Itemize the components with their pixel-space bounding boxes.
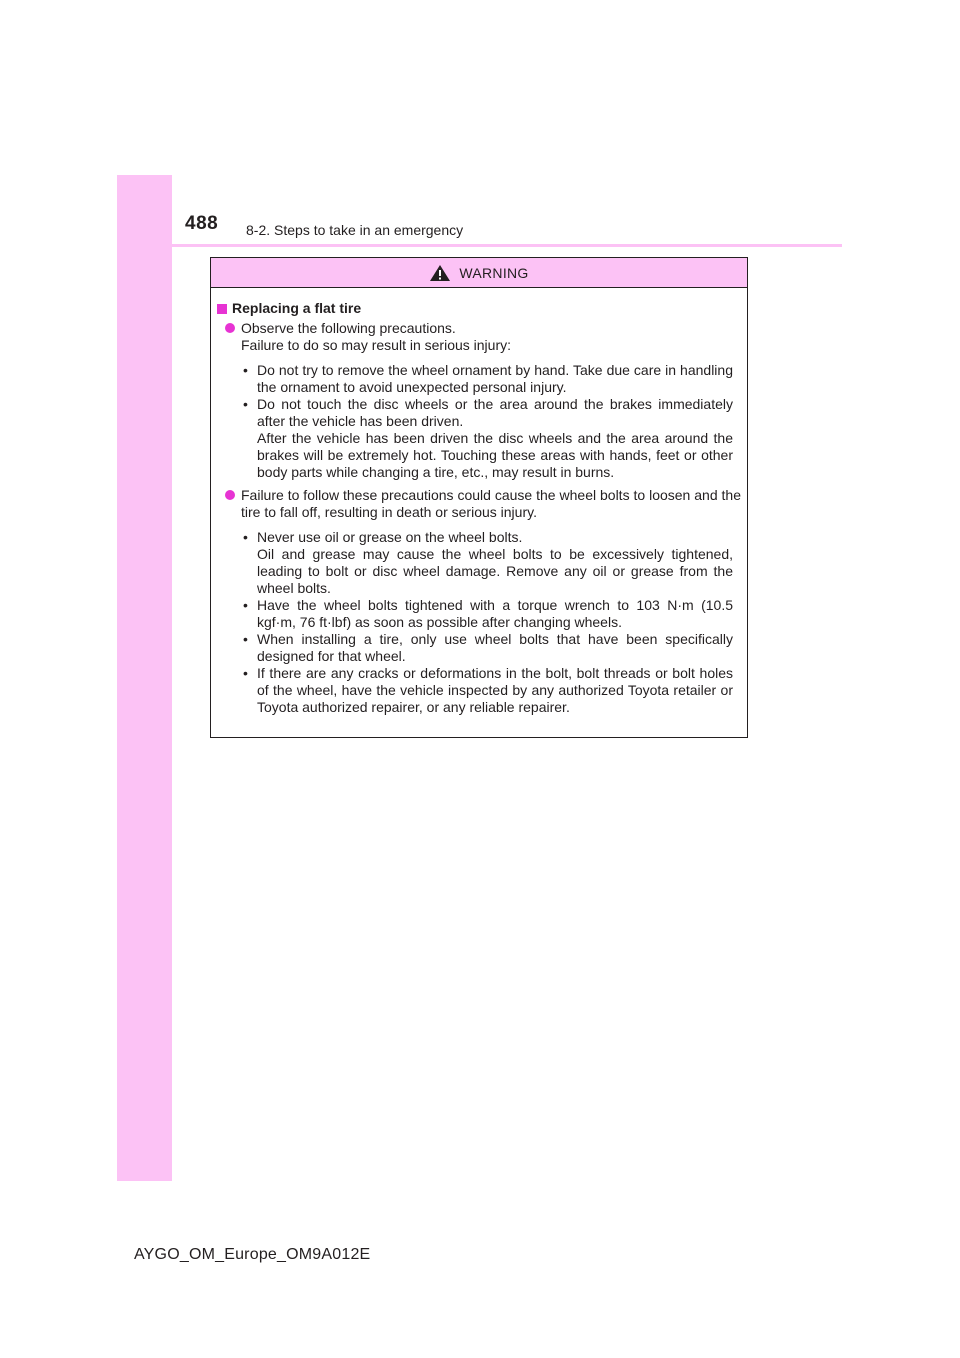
bullet-item — [243, 597, 733, 631]
bullet-item — [243, 631, 733, 665]
point-text — [241, 320, 741, 354]
side-color-band — [117, 175, 172, 1181]
circle-bullet-icon — [225, 323, 235, 333]
point-line: Failure to do so may result in serious injury: — [241, 337, 511, 353]
bullet-item — [243, 362, 733, 396]
point-line: Observe the following precautions. — [241, 320, 456, 336]
section-title: 8-2. Steps to take in an emergency — [246, 222, 464, 238]
bullet-list — [217, 362, 741, 481]
precaution-point — [225, 487, 741, 521]
bullet-text: • Have the wheel bolts tightened with a torque wrench to 103 N·m (10.5 kgf·m, 76 ft·lbf) as soon as possible after changing wheels. — [257, 597, 733, 630]
circle-bullet-icon — [225, 490, 235, 500]
item-heading — [217, 300, 741, 317]
item-heading-text: Replacing a flat tire — [232, 300, 362, 316]
point-text — [241, 487, 741, 521]
square-marker-icon — [217, 304, 227, 314]
document-code: AYGO_OM_Europe_OM9A012E — [134, 1246, 371, 1263]
bullet-text: • Do not touch the disc wheels or the area around the brakes immediately after the vehicle has been driven. — [257, 396, 733, 429]
header-rule — [172, 244, 842, 247]
bullet-text: After the vehicle has been driven the disc wheels and the area around the brakes will be extremely hot. Touching these areas with hands, feet or other body parts while changing a tire, etc., may result in burns. — [257, 430, 733, 480]
precaution-point — [225, 320, 741, 354]
bullet-list — [217, 529, 741, 716]
warning-triangle-icon — [429, 264, 451, 282]
warning-box — [210, 257, 748, 738]
bullet-item — [243, 396, 733, 481]
bullet-text: • When installing a tire, only use wheel bolts that have been specifically designed for that wheel. — [257, 631, 733, 664]
point-line: Failure to follow these precautions could cause the wheel bolts to loosen and the tire to fall off, resulting in death or serious injury. — [241, 487, 741, 520]
bullet-text: • If there are any cracks or deformations in the bolt, bolt threads or bolt holes of the wheel, have the vehicle inspected by any authorized Toyota retailer or Toyota authorized repairer, or any reliable repairer. — [257, 665, 733, 715]
warning-body — [211, 288, 747, 716]
warning-header — [211, 258, 747, 288]
warning-label: WARNING — [459, 264, 529, 281]
bullet-text: Oil and grease may cause the wheel bolts to be excessively tightened, leading to bolt or disc wheel damage. Remove any oil or grease from the wheel bolts. — [257, 546, 733, 596]
bullet-text: • Do not try to remove the wheel ornament by hand. Take due care in handling the ornament to avoid unexpected personal injury. — [257, 362, 733, 395]
bullet-text: • Never use oil or grease on the wheel bolts. — [257, 529, 523, 545]
bullet-item — [243, 665, 733, 716]
bullet-item — [243, 529, 733, 597]
page-number: 488 — [185, 213, 219, 234]
